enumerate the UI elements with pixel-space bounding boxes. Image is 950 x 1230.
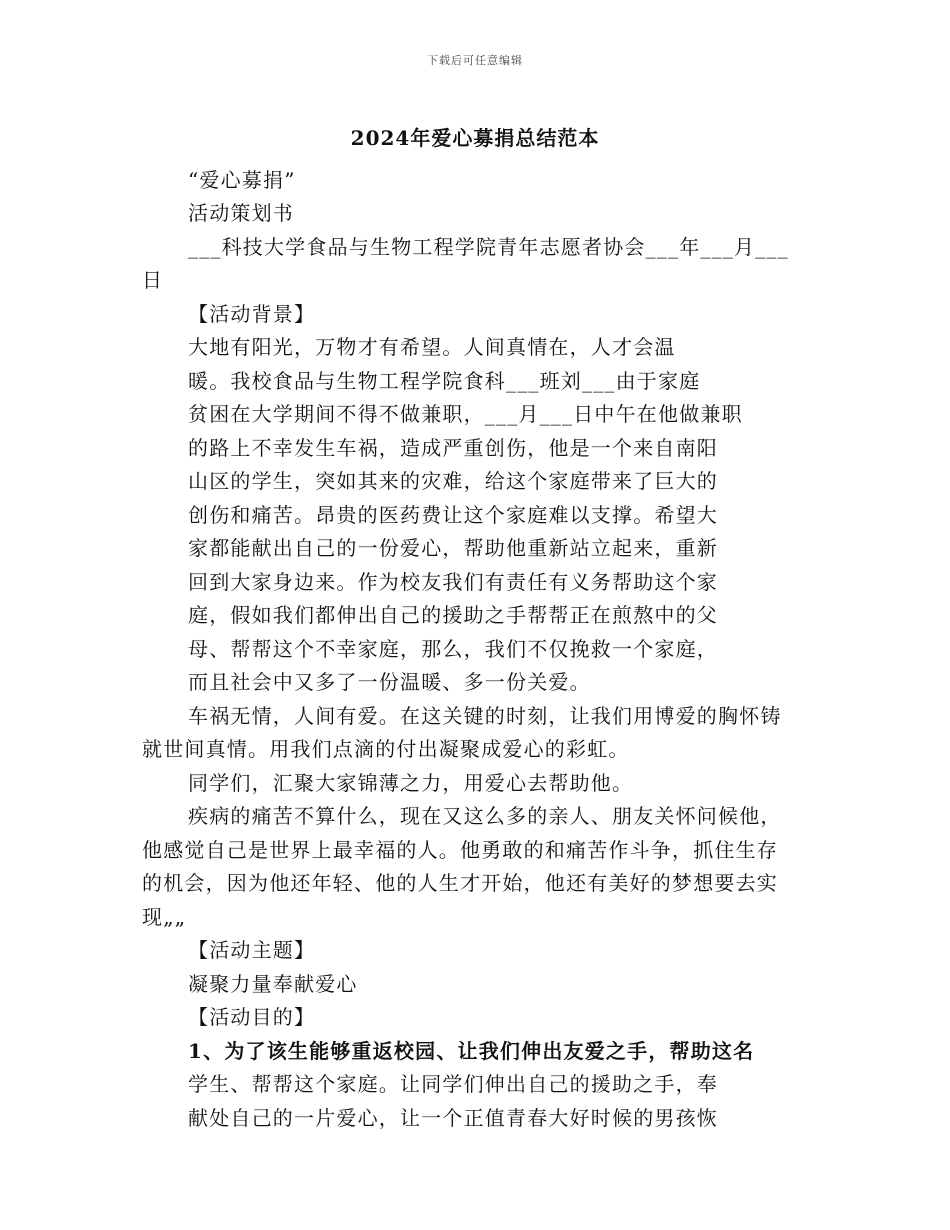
header-note: 下载后可任意编辑 (427, 54, 523, 67)
body-line: 家都能献出自己的一份爱心，帮助他重新站立起来，重新 (188, 536, 718, 560)
body-line: 车祸无情，人间有爱。在这关键的时刻，让我们用博爱的胸怀铸 (188, 704, 782, 728)
body-line: 疾病的痛苦不算什么，现在又这么多的亲人、朋友关怀问候他， (188, 804, 782, 828)
body-line: 的机会，因为他还年轻、他的人生才开始，他还有美好的梦想要去实 (142, 871, 778, 895)
body-line: 庭，假如我们都伸出自己的援助之手帮帮正在煎熬中的父 (188, 603, 718, 627)
body-line: 他感觉自己是世界上最幸福的人。他勇敢的和痛苦作斗争，抓住生存 (142, 838, 778, 862)
body-line: 大地有阳光，万物才有希望。人间真情在，人才会温 (188, 335, 676, 359)
body-line: 现„„ (142, 905, 187, 929)
section-heading: 【活动目的】 (188, 1005, 316, 1029)
section-heading: 【活动背景】 (188, 302, 316, 326)
body-line: 母、帮帮这个不幸家庭，那么，我们不仅挽救一个家庭， (188, 637, 718, 661)
body-line: 凝聚力量奉献爱心 (188, 972, 358, 996)
body-line: 暖。我校食品与生物工程学院食科___班刘___由于家庭 (188, 369, 701, 393)
body-line: 献处自己的一片爱心，让一个正值青春大好时候的男孩恢 (188, 1106, 718, 1130)
body-line: “爱心募捐” (188, 168, 296, 192)
body-line: 同学们，汇聚大家锦薄之力，用爱心去帮助他。 (188, 771, 634, 795)
body-line: 活动策划书 (188, 201, 294, 225)
body-line: 山区的学生，突如其来的灾难，给这个家庭带来了巨大的 (188, 469, 718, 493)
body-line: 创伤和痛苦。昂贵的医药费让这个家庭难以支撑。希望大 (188, 503, 718, 527)
body-line: 日 (142, 268, 164, 292)
bold-item-line: 1、为了该生能够重返校园、让我们伸出友爱之手，帮助这名 (188, 1039, 755, 1063)
document-title: 2024年爱心募捐总结范本 (350, 126, 600, 150)
body-line: 而且社会中又多了一份温暖、多一份关爱。 (188, 670, 591, 694)
body-line: 贫困在大学期间不得不做兼职，___月___日中午在他做兼职 (188, 402, 743, 426)
section-heading: 【活动主题】 (188, 938, 316, 962)
body-line: ___科技大学食品与生物工程学院青年志愿者协会___年___月___ (188, 235, 789, 259)
body-line: 回到大家身边来。作为校友我们有责任有义务帮助这个家 (188, 570, 718, 594)
body-line: 就世间真情。用我们点滴的付出凝聚成爱心的彩虹。 (142, 737, 630, 761)
body-line: 学生、帮帮这个家庭。让同学们伸出自己的援助之手，奉 (188, 1072, 718, 1096)
body-line: 的路上不幸发生车祸，造成严重创伤，他是一个来自南阳 (188, 436, 718, 460)
